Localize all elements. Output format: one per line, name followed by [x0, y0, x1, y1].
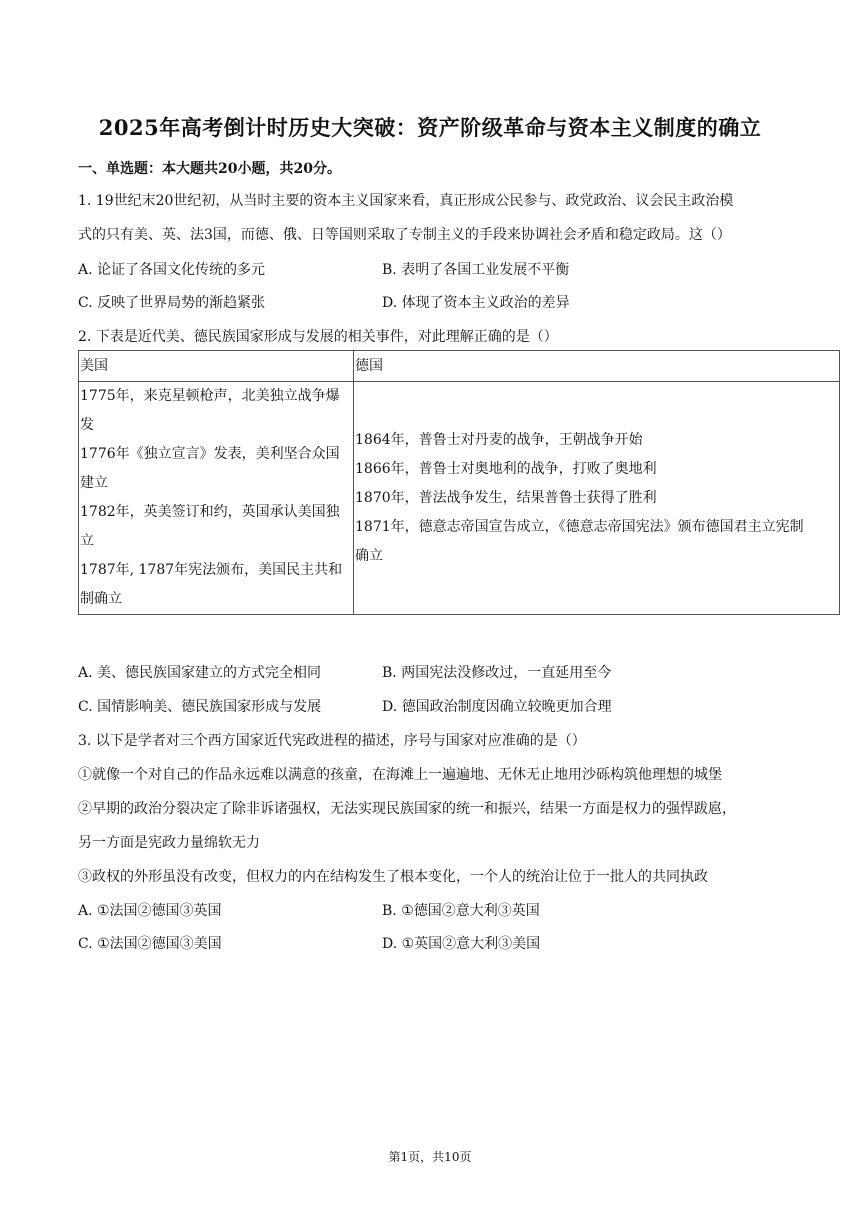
events-table: [78, 350, 840, 615]
q1-option-a: A. 论证了各国文化传统的多元: [78, 262, 266, 278]
q2-option-d: D. 德国政治制度因确立较晚更加合理: [382, 699, 612, 715]
q3-item-2-cont: 另一方面是宪政力量绵软无力: [78, 835, 260, 851]
germany-events-cell: [354, 382, 840, 615]
q3-item-2: ②早期的政治分裂决定了除非诉诸强权，无法实现民族国家的统一和振兴，结果一方面是权力的强悍跋扈，: [78, 801, 736, 817]
q2-option-a: A. 美、德民族国家建立的方式完全相同: [78, 665, 322, 681]
usa-event-line: 制确立: [80, 591, 122, 607]
germany-event-line: 1870年，普法战争发生，结果普鲁士获得了胜利: [355, 489, 657, 506]
usa-events-cell: [79, 382, 354, 615]
q1-option-c: C. 反映了世界局势的渐趋紧张: [78, 295, 266, 311]
q3-item-3: ③政权的外形虽没有改变，但权力的内在结构发生了根本变化，一个人的统治让位于一批人的共同执政: [78, 869, 708, 885]
section-heading: 一、单选题：本大题共20小题，共20分。: [78, 161, 341, 177]
q3-option-a: A. ①法国②德国③英国: [78, 903, 222, 919]
q3-option-b: B. ①德国②意大利③英国: [382, 903, 540, 919]
q1-option-d: D. 体现了资本主义政治的差异: [382, 295, 570, 311]
q3-stem: 3. 以下是学者对三个西方国家近代宪政进程的描述，序号与国家对应准确的是（）: [78, 733, 586, 749]
q2-option-b: B. 两国宪法没修改过，一直延用至今: [382, 665, 612, 681]
q3-option-d: D. ①英国②意大利③美国: [382, 936, 541, 952]
usa-event-line: 发: [80, 417, 94, 433]
germany-event-line: 1864年，普鲁士对丹麦的战争，王朝战争开始: [355, 431, 643, 448]
table-row: [79, 382, 840, 615]
header-germany: 德国: [354, 351, 840, 382]
q3-option-c: C. ①法国②德国③美国: [78, 936, 222, 952]
q3-item-1: ①就像一个对自己的作品永远难以满意的孩童，在海滩上一遍遍地、无休无止地用沙砾构筑他理想的城堡: [78, 767, 722, 783]
table-header-row: [79, 351, 840, 382]
usa-event-line: 立: [80, 533, 94, 549]
germany-event-line: 1866年，普鲁士对奥地利的战争，打败了奥地利: [355, 460, 657, 477]
germany-event-line: 1871年，德意志帝国宣告成立，《德意志帝国宪法》颁布德国君主立宪制: [355, 518, 804, 535]
page-title: 2025年高考倒计时历史大突破：资产阶级革命与资本主义制度的确立: [98, 115, 762, 140]
usa-event-line: 1787年, 1787年宪法颁布，美国民主共和: [80, 562, 343, 578]
header-usa: 美国: [79, 351, 354, 382]
q2-option-c: C. 国情影响美、德民族国家形成与发展: [78, 699, 322, 715]
usa-event-line: 1776年《独立宣言》发表，美利坚合众国: [80, 446, 340, 462]
usa-event-line: 1775年，来克星顿枪声，北美独立战争爆: [80, 388, 340, 404]
germany-event-line: 确立: [355, 547, 383, 564]
q1-stem-line1: 1. 19世纪末20世纪初，从当时主要的资本主义国家来看，真正形成公民参与、政党政治、议会民主政治模: [78, 193, 734, 209]
q2-stem: 2. 下表是近代美、德民族国家形成与发展的相关事件，对此理解正确的是（）: [78, 329, 558, 345]
q1-stem-line2: 式的只有美、英、法3国，而德、俄、日等国则采取了专制主义的手段来协调社会矛盾和稳定政局。这（）: [78, 227, 731, 243]
page-footer: 第1页，共10页: [388, 1150, 472, 1164]
usa-event-line: 建立: [80, 475, 108, 491]
usa-event-line: 1782年，英美签订和约，英国承认美国独: [80, 504, 340, 520]
q1-option-b: B. 表明了各国工业发展不平衡: [382, 262, 570, 278]
